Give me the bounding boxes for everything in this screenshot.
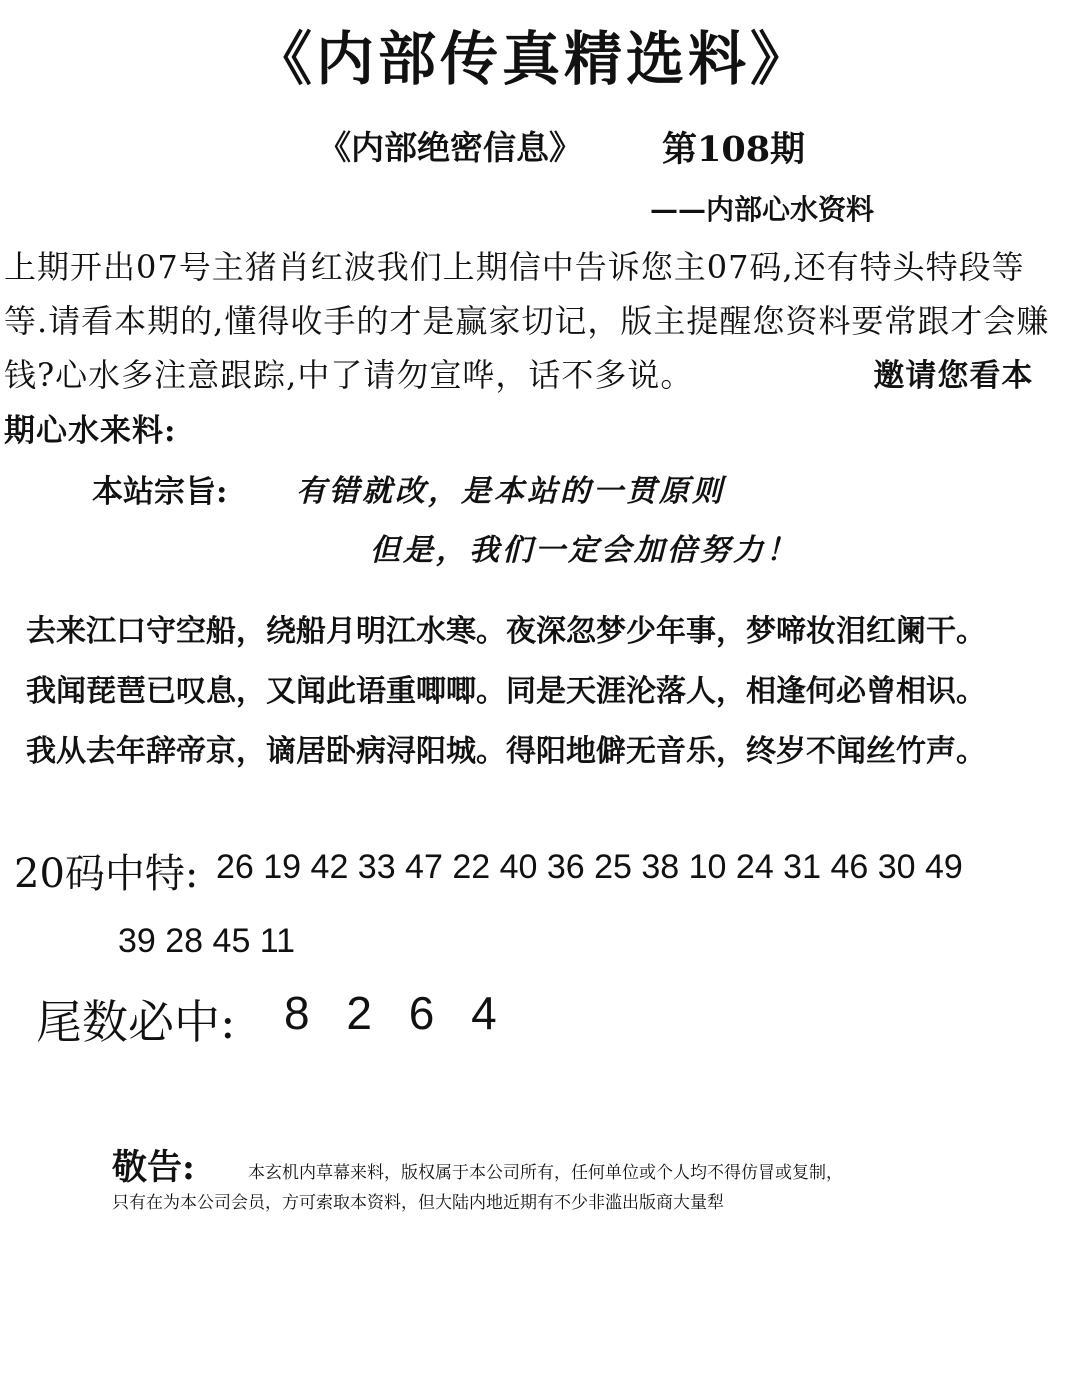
tail-numbers: 8 2 6 4 <box>284 987 497 1039</box>
purpose-line-2: 但是，我们一定会加倍努力！ <box>370 533 799 568</box>
tail-label: 尾数必中: <box>36 995 236 1049</box>
purpose-label: 本站宗旨: <box>92 474 228 510</box>
poem-line: 去来江口守空船，绕船月明江水寒。夜深忽梦少年事，梦啼妆泪红阑干。 <box>26 614 986 649</box>
intro-paragraph <box>4 240 1064 458</box>
source-line: ——内部心水资料 <box>650 193 875 226</box>
special-numbers-line-2: 39 28 45 11 <box>118 922 296 960</box>
notice-label: 敬告: <box>112 1147 195 1188</box>
invite-text: 邀请您看本期心水来料: <box>4 358 1034 449</box>
sub-title: 《内部绝密信息》 <box>318 128 582 167</box>
notice-line-1: 本玄机内草幕来料，版权属于本公司所有，任何单位或个人均不得仿冒或复制， <box>248 1163 843 1183</box>
poem-line: 我闻琵琶已叹息，又闻此语重唧唧。同是天涯沦落人，相逢何必曾相识。 <box>26 674 986 709</box>
purpose-line-1: 有错就改，是本站的一贯原则 <box>296 474 725 509</box>
issue-number: 第108期 <box>662 129 806 170</box>
special-label: 20码中特: <box>14 851 199 897</box>
intro-text: 上期开出07号主猪肖红波我们上期信中告诉您主07码,还有特头特段等等.请看本期的,懂得收手的才是赢家切记，版主提醒您资料要常跟才会赚钱?心水多注意跟踪,中了请勿宣哗，话不多说。 <box>4 248 1050 394</box>
special-numbers-line-1: 26 19 42 33 47 22 40 36 25 38 10 24 31 46 30 49 <box>216 848 963 886</box>
page-title: 《内部传真精选料》 <box>253 25 812 93</box>
notice-line-2: 只有在为本公司会员，方可索取本资料，但大陆内地近期有不少非滥出版商大量犁 <box>112 1193 724 1213</box>
poem-line: 我从去年辞帝京，谪居卧病浔阳城。得阳地僻无音乐，终岁不闻丝竹声。 <box>26 734 986 769</box>
